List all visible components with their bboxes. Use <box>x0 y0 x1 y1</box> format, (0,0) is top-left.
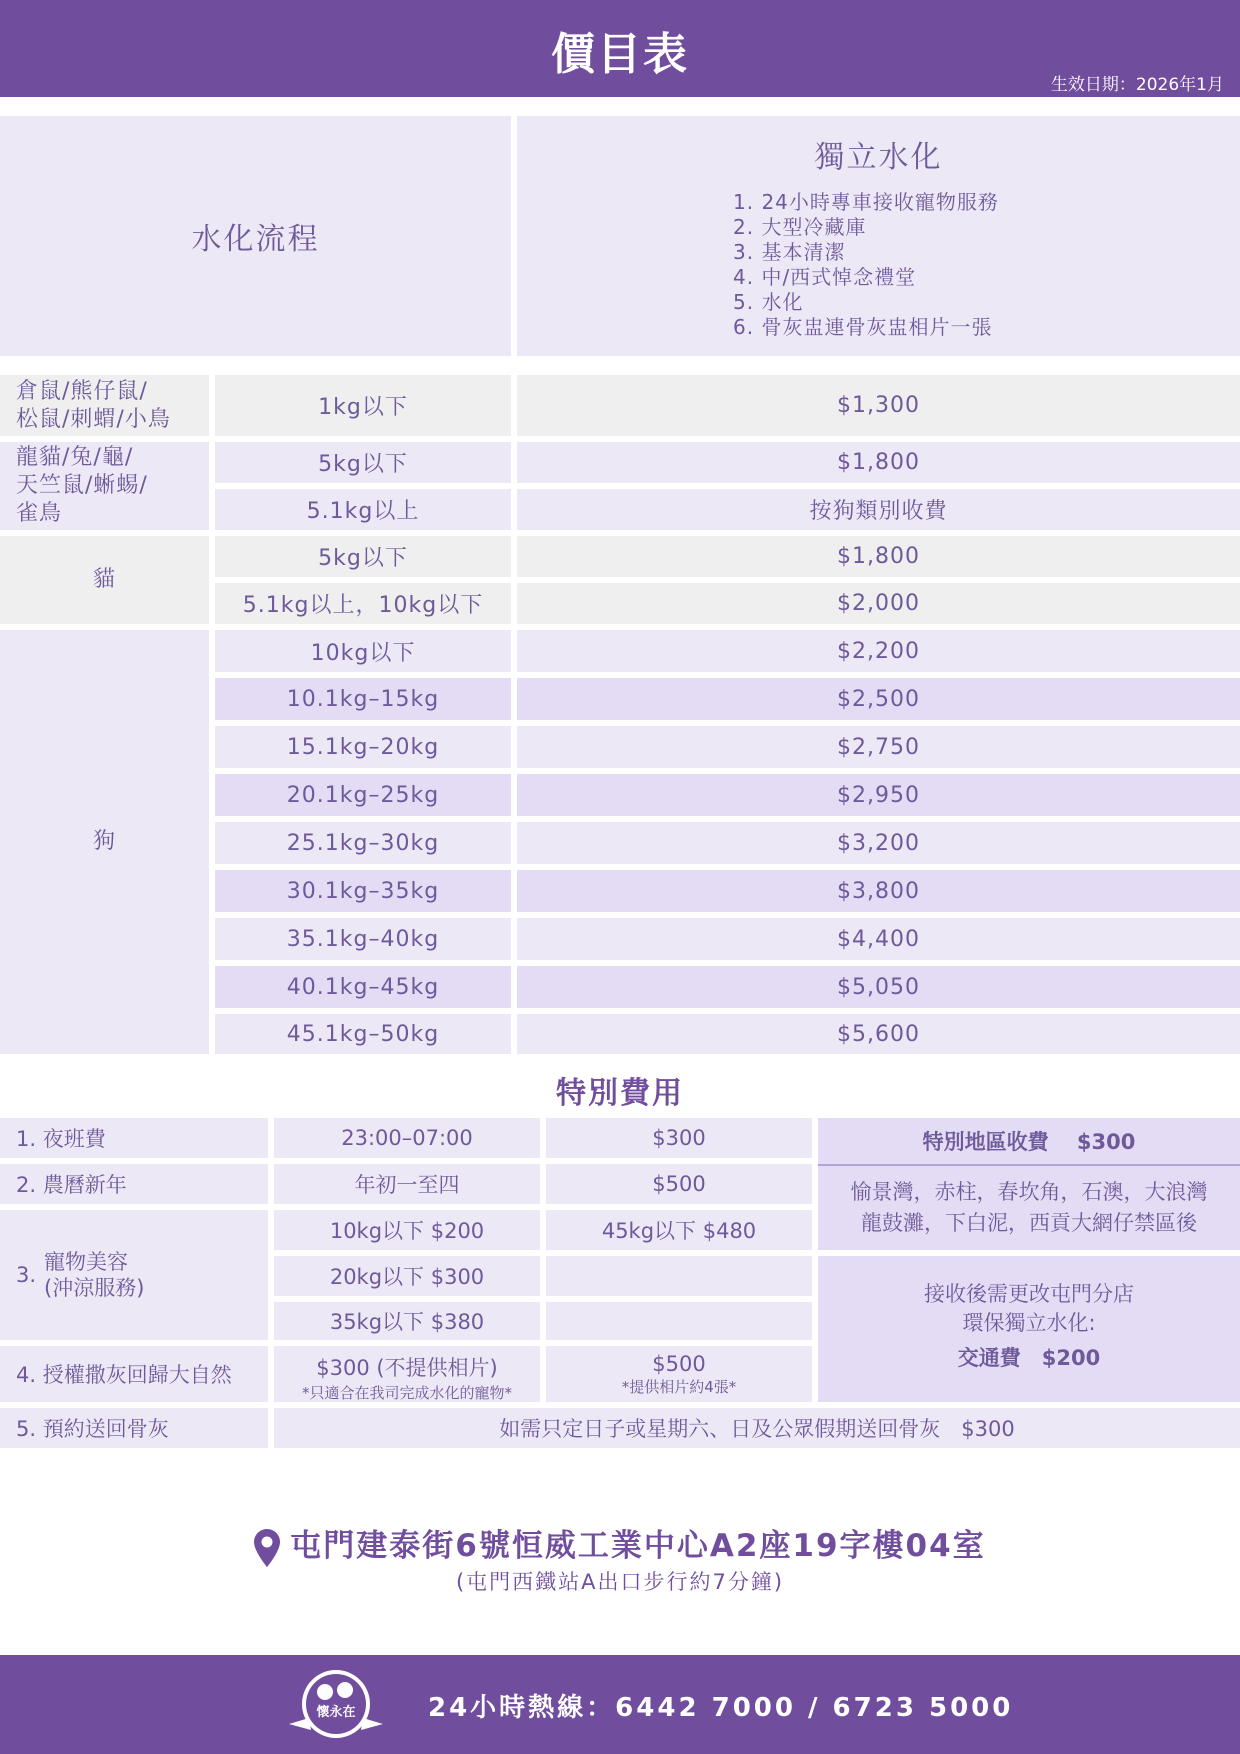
page-header <box>0 0 1240 97</box>
scatter-option-2 <box>546 1346 812 1402</box>
night-fee-label: 1. 夜班費 <box>0 1118 268 1158</box>
grooming-price: 10kg以下 $200 <box>274 1210 540 1250</box>
process-label-cell <box>0 116 511 356</box>
weight-cell: 20.1kg–25kg <box>215 774 511 816</box>
transfer-info <box>818 1256 1240 1402</box>
address-main: 屯門建泰街6號恒威工業中心A2座19字樓04室 <box>290 1528 986 1564</box>
scatter-option-2-price: $500 <box>652 1352 706 1376</box>
price-cell: $4,400 <box>517 918 1240 960</box>
scatter-ashes-label: 4. 授權撒灰回歸大自然 <box>0 1346 268 1402</box>
special-area-places: 愉景灣，赤柱，春坎角，石澳，大浪灣 龍鼓灘，下白泥，西貢大網仔禁區後 <box>818 1166 1240 1250</box>
address-sub: (屯門西鐵站A出口步行約7分鐘) <box>455 1570 785 1594</box>
service-item: 1. 24小時專車接收寵物服務 <box>733 190 999 214</box>
weight-cell: 10kg以下 <box>215 630 511 672</box>
category-cat: 貓 <box>0 536 209 624</box>
scatter-option-2-note: *提供相片約4張* <box>621 1378 737 1396</box>
grooming-price: 20kg以下 $300 <box>274 1256 540 1296</box>
scatter-option-1 <box>274 1346 540 1402</box>
grooming-label-cell <box>0 1210 268 1340</box>
grooming-price: 45kg以下 $480 <box>546 1210 812 1250</box>
brand-logo-icon <box>283 1666 389 1746</box>
weight-cell: 5.1kg以上，10kg以下 <box>215 583 511 624</box>
price-cell: $2,000 <box>517 583 1240 624</box>
weight-cell: 35.1kg–40kg <box>215 918 511 960</box>
hotline: 24小時熱線：6442 7000 / 6723 5000 <box>428 1693 1014 1723</box>
price-cell: $5,050 <box>517 966 1240 1008</box>
grooming-price: 35kg以下 $380 <box>274 1302 540 1340</box>
service-item: 3. 基本清潔 <box>733 240 846 264</box>
cny-fee-price: $500 <box>546 1164 812 1204</box>
grooming-empty-cell <box>546 1302 812 1340</box>
cny-fee-label: 2. 農曆新年 <box>0 1164 268 1204</box>
price-cell: $5,600 <box>517 1014 1240 1054</box>
weight-cell: 1kg以下 <box>215 375 511 436</box>
price-cell: $2,950 <box>517 774 1240 816</box>
special-fees-title: 特別費用 <box>556 1076 684 1111</box>
weight-cell: 10.1kg–15kg <box>215 678 511 720</box>
scatter-option-1-note: *只適合在我司完成水化的寵物* <box>301 1384 512 1402</box>
transfer-note: 接收後需更改屯門分店 環保獨立水化: <box>924 1282 1134 1335</box>
price-cell: $3,800 <box>517 870 1240 912</box>
weight-cell: 5.1kg以上 <box>215 489 511 530</box>
ash-return-desc: 如需只定日子或星期六、日及公眾假期送回骨灰 $300 <box>274 1408 1240 1448</box>
night-fee-time: 23:00–07:00 <box>274 1118 540 1158</box>
service-item: 5. 水化 <box>733 290 804 314</box>
price-cell: 按狗類別收費 <box>517 489 1240 530</box>
weight-cell: 25.1kg–30kg <box>215 822 511 864</box>
service-item: 4. 中/西式悼念禮堂 <box>733 265 917 289</box>
price-cell: $1,800 <box>517 536 1240 577</box>
scatter-option-1-price: $300 (不提供相片) <box>316 1356 498 1380</box>
weight-cell: 30.1kg–35kg <box>215 870 511 912</box>
plan-title: 獨立水化 <box>814 140 943 175</box>
weight-cell: 5kg以下 <box>215 442 511 483</box>
footer <box>0 1655 1240 1754</box>
location-pin-icon <box>254 1529 280 1567</box>
effective-date: 生效日期：2026年1月 <box>1050 75 1224 95</box>
grooming-empty-cell <box>546 1256 812 1296</box>
grooming-number: 3. <box>16 1263 37 1287</box>
price-cell: $3,200 <box>517 822 1240 864</box>
category-dog: 狗 <box>0 630 209 1054</box>
grooming-label: 寵物美容 (沖涼服務) <box>44 1250 145 1300</box>
price-cell: $1,800 <box>517 442 1240 483</box>
brand-logo <box>283 1666 389 1750</box>
weight-cell: 15.1kg–20kg <box>215 726 511 768</box>
price-cell: $2,750 <box>517 726 1240 768</box>
services-list <box>733 190 999 340</box>
price-cell: $2,500 <box>517 678 1240 720</box>
weight-cell: 40.1kg–45kg <box>215 966 511 1008</box>
weight-cell: 45.1kg–50kg <box>215 1014 511 1054</box>
transport-fee: 交通費 $200 <box>957 1346 1101 1370</box>
special-area-title: 特別地區收費 $300 <box>818 1118 1240 1164</box>
cny-fee-time: 年初一至四 <box>274 1164 540 1204</box>
process-label: 水化流程 <box>191 222 320 257</box>
ash-return-label: 5. 預約送回骨灰 <box>0 1408 268 1448</box>
weight-cell: 5kg以下 <box>215 536 511 577</box>
page-title: 價目表 <box>551 29 689 80</box>
service-item: 6. 骨灰盅連骨灰盅相片一張 <box>733 315 993 339</box>
brand-logo-text: 懷永在 <box>316 1705 356 1720</box>
price-cell: $1,300 <box>517 375 1240 436</box>
price-cell: $2,200 <box>517 630 1240 672</box>
address <box>0 1520 1240 1567</box>
night-fee-price: $300 <box>546 1118 812 1158</box>
category-medium-pets: 龍貓/兔/龜/ 天竺鼠/蜥蜴/ 雀鳥 <box>0 442 209 530</box>
category-small-pets: 倉鼠/熊仔鼠/ 松鼠/刺蝟/小鳥 <box>0 375 209 436</box>
service-item: 2. 大型冷藏庫 <box>733 215 867 239</box>
